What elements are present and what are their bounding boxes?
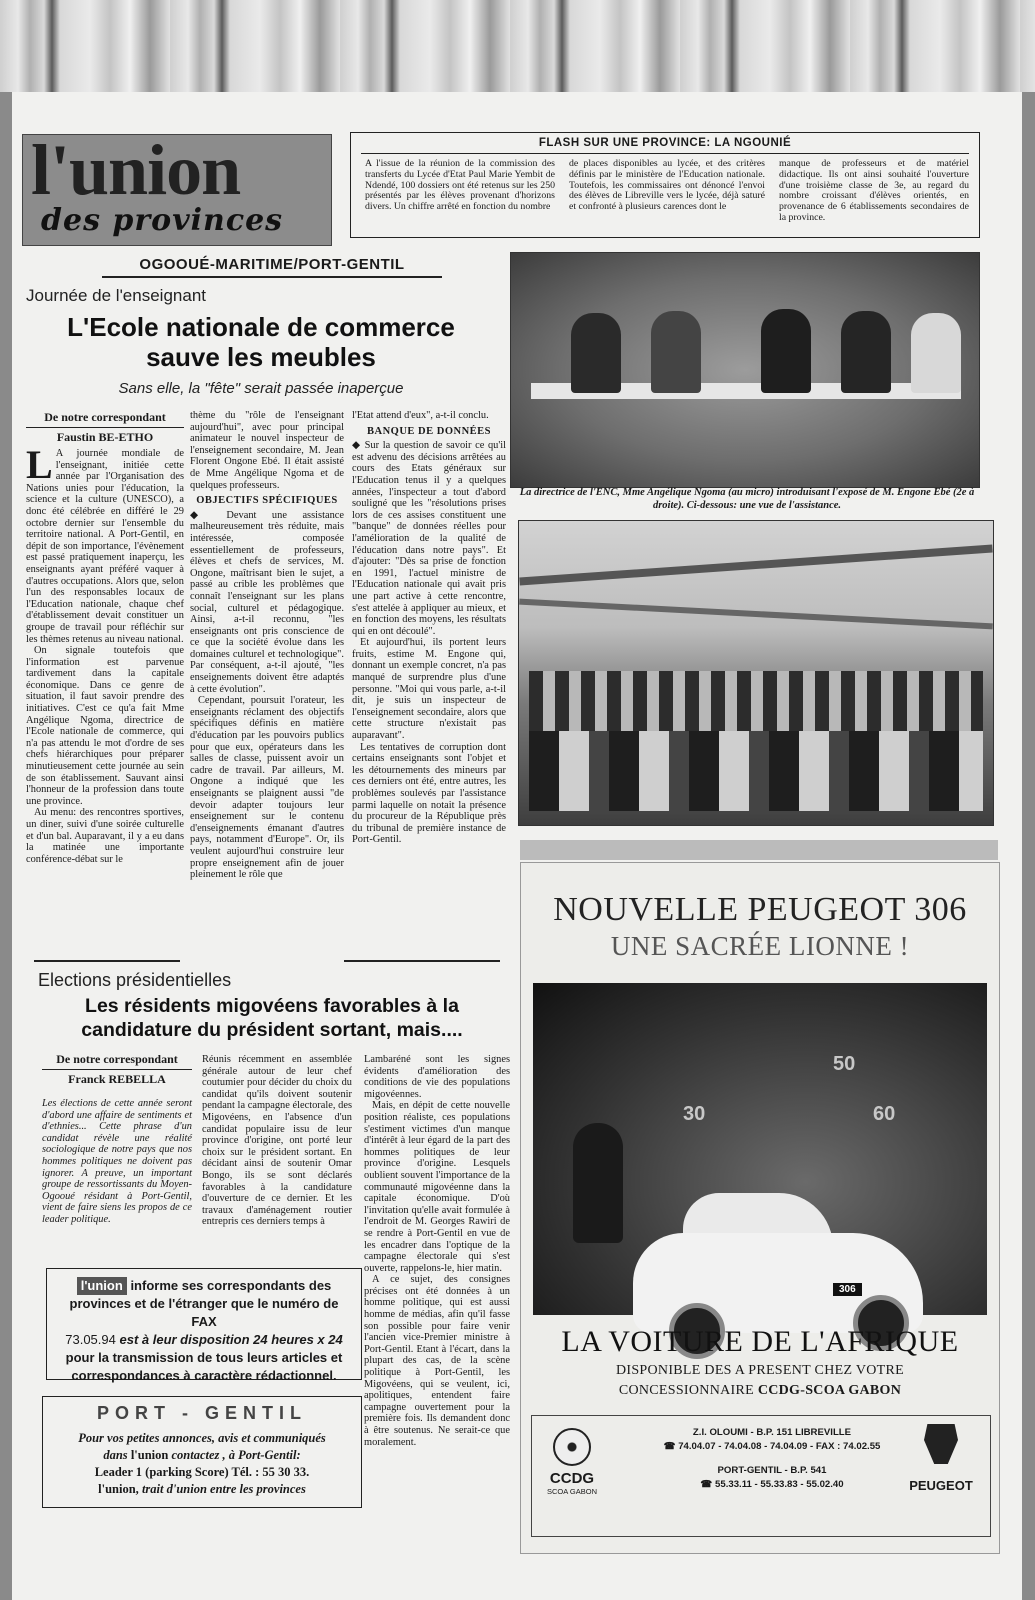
- ad-photo: [533, 983, 987, 1315]
- fax-number: 73.05.94: [65, 1332, 116, 1347]
- fax-line: correspondances à caractère rédactionnel.: [71, 1368, 337, 1383]
- masthead-title: l'union: [31, 134, 241, 210]
- peugeot-logo: [900, 1424, 982, 1493]
- port-gentil-box: [42, 1396, 362, 1508]
- photo-panel-speakers: [510, 252, 980, 488]
- fax-line: informe ses correspondants des: [130, 1278, 332, 1293]
- ad-availability: DISPONIBLE DES A PRESENT CHEZ VOTRE: [615, 1363, 905, 1378]
- ccdg-sub: SCOA GABON: [546, 1487, 597, 1496]
- scan-background-strip: [0, 0, 1035, 92]
- article1-col3-p2: Et aujourd'hui, ils portent leurs fruits, estime M. Engone qui, donnant un exemple concret, n'a pas manqué de surprendre plus d'une personne. "Moi qui vous parle, a-t-il dit, je suis un inspecteur de l'enseignement secondaire, alors que cette structure n'existait pas auparavant".: [352, 637, 506, 742]
- ad-dealer: [521, 1383, 999, 1399]
- compass-icon: [553, 1428, 591, 1466]
- byline-label: De notre correspondant: [44, 410, 166, 424]
- article1-col2-p1: ◆ Devant une assistance malheureusement très réduite, mais intéressée, composée essentiellement de professeurs, élèves et chefs de services, M. Ongone, maîtrisant bien le sujet, a passé au crible les problèmes que connaît l'enseignant sur les plans social, culturel et pédagogique. Ainsi, a-t-il reconnu, "les enseignants ont pris conscience de ce que la société évolue dans les domaines culturel et technologique". Par conséquent, a-t-il ajouté, "les enseignements doivent être adaptés à cette évolution".: [190, 509, 344, 695]
- article1-col1-p2: On signale toutefois que l'information est parvenue tardivement dans la capitale économique. Dans ce genre de situation, il faut savoir prendre des initiatives. C'est ce qu'a fait Mme Angélique Ngoma, directrice de l'Ecole nationale de commerce, qui n'a pas attendu le mot d'ordre de ses chefs hiérarchiques pour préparer minutieusement cette journée au sein de son établissement. Sauvant ainsi l'honneur de la profession dans toute une province.: [26, 645, 184, 807]
- section-label: OGOOUÉ-MARITIME/PORT-GENTIL: [139, 256, 405, 273]
- speed-marking: 30: [683, 1103, 706, 1125]
- article1-headline: [26, 312, 496, 372]
- article2-headline: [32, 994, 512, 1042]
- article1-col2-p2: Cependant, poursuit l'orateur, les enseignants réclament des objectifs spécifiques définis en matière d'éducation par les pouvoirs publics pour que eux, opérateurs dans les salles de classe, puissent avoir un cadre de travail. Par ailleurs, M. Ongone a indiqué que les enseignants se plaignent aussi "de devoir adapter toujours leur enseignement sur le contenu d'enseignements émanant d'autres pays, notamment d'Europe". Or, ils veulent aujourd'hui construire leur propre enseignement afin de jouer pleinement le rôle que: [190, 695, 344, 881]
- masthead: [22, 134, 332, 246]
- peugeot-ad: [520, 862, 1000, 1554]
- person-shape: [841, 311, 891, 393]
- pg-brand: l'union: [130, 1448, 169, 1462]
- contact-line: Z.I. OLOUMI - B.P. 151 LIBREVILLE: [692, 1427, 852, 1438]
- flash-divider: [361, 153, 969, 154]
- byline-label: De notre correspondant: [56, 1052, 178, 1066]
- contact-line: ☎ 74.04.07 - 74.04.08 - 74.04.09 - FAX : 74.02.55: [663, 1441, 881, 1452]
- article2-col-2: Réunis récemment en assemblée générale autour de leur chef coutumier pour décider du choix du candidat qu'ils doivent soutenir pendant la campagne électorale, des Migovéens, en l'absence d'un candidat populaire issu de leur province d'origine, ont porté leur choix sur le président sortant. En décidant ainsi de soutenir Omar Bongo, ils se sont déclarés favorables à la candidature d'ouverture de ce dernier. Et les travaux d'aménagement routier entrepris ces derniers temps à: [202, 1054, 352, 1228]
- article2-headline-line2: candidature du président sortant, mais....: [81, 1019, 463, 1041]
- car-badge: 306: [833, 1283, 862, 1296]
- section-rule: [102, 276, 442, 278]
- contact-line: PORT-GENTIL - B.P. 541: [717, 1465, 827, 1476]
- fax-notice-text: [57, 1277, 351, 1385]
- article2-col-3: [364, 1054, 510, 1502]
- article1-col1-p3: Au menu: des rencontres sportives, un diner, suivi d'une soirée culturelle et d'un bal. Auparavant, il y a eu dans la matinée une importante conférence-débat sur le: [26, 807, 184, 865]
- pg-line: [43, 1481, 361, 1498]
- union-chip: l'union: [77, 1277, 127, 1295]
- ad-dealer-name: CCDG-SCOA GABON: [757, 1383, 902, 1398]
- byline-rule: [42, 1069, 192, 1070]
- pg-body: [43, 1430, 361, 1498]
- article1-col3-p1: ◆ Sur la question de savoir ce qu'il est advenu des décisions arrêtées au cours des Etats généraux sur l'Education tenus il y a quelques années, l'inspecteur a tout d'abord souligné que les "résolutions prises lors de ces assises constituent une "banque" de données réelles pour l'amélioration de la qualité de l'éducation dans notre pays". Et d'ajouter: "Dès sa prise de fonction en 1991, l'actuel ministre de l'Education nationale qui avait pris une part active à cette rencontre, s'est attelée à appliquer au mieux, et en fonction des moyens, les résultats qui en ont découlé".: [352, 440, 506, 637]
- pg-title: PORT - GENTIL: [97, 1403, 307, 1423]
- ad-footer: [531, 1415, 991, 1537]
- drop-cap: L: [26, 448, 53, 487]
- ad-tagline: LA VOITURE DE L'AFRIQUE: [561, 1325, 959, 1358]
- article2-headline-line1: Les résidents migovéens favorables à la: [85, 995, 459, 1017]
- ad-top-band: [520, 840, 998, 860]
- audience-rows: [529, 671, 983, 731]
- byline-name: Franck REBELLA: [68, 1072, 166, 1086]
- contact-line: ☎ 55.33.11 - 55.33.83 - 55.02.40: [700, 1479, 844, 1490]
- article1-col2-intro: thème du "rôle de l'enseignant aujourd'hui", avec pour principal animateur le nouvel inspecteur de l'enseignement secondaire, M. Jean Florent Ongone Ebé. Il était assisté de Mme Angélique Ngoma et de quelques professeurs.: [190, 410, 344, 491]
- person-shape: [761, 309, 811, 393]
- ccdg-logo: [542, 1428, 602, 1496]
- pg-text: dans: [103, 1448, 128, 1462]
- article1-col3-intro: l'Etat attend d'eux", a-t-il conclu.: [352, 410, 489, 421]
- ad-dealer-label: CONCESSIONNAIRE: [618, 1383, 754, 1398]
- flash-box: [350, 132, 980, 238]
- pg-text: contactez , à Port-Gentil:: [171, 1448, 301, 1462]
- photo-caption: La directrice de l'ENC, Mme Angélique Ngoma (au micro) introduisant l'exposé de M. Engone Ebé (2e à droite). Ci-dessous: une vue de l'assistance.: [519, 487, 975, 511]
- article1-byline: [26, 410, 184, 445]
- person-shape: [571, 313, 621, 393]
- article2-kicker: Elections présidentielles: [38, 970, 232, 990]
- roof-beam: [519, 599, 993, 630]
- roof-beam: [519, 544, 992, 585]
- newspaper-page: [12, 92, 1022, 1600]
- fax-line: est à leur disposition 24 heures x 24: [119, 1332, 343, 1347]
- byline-name: Faustin BE-ETHO: [56, 430, 154, 444]
- pg-line: Pour vos petites annonces, avis et communiqués: [78, 1431, 326, 1445]
- article1-col3-p3: Les tentatives de corruption dont certains enseignants sont l'objet et les détournements des mineurs par ces derniers ont été, entre autres, les problèmes soulevés par l'assistance parmi laquelle on notait la présence du procureur de la République près du tribunal de première instance de Port-Gentil.: [352, 741, 506, 846]
- article2-byline: [42, 1052, 192, 1087]
- ad-title: NOUVELLE PEUGEOT 306: [553, 891, 967, 928]
- pg-line: Leader 1 (parking Score) Tél. : 55 30 33.: [94, 1465, 310, 1479]
- article2-col3-p1: Lambaréné sont les signes évidents d'amélioration des conditions de vie des populations migovéennes.: [364, 1054, 510, 1100]
- article1-col-2: [190, 410, 344, 1040]
- audience-front-row: [529, 731, 983, 811]
- flash-col-1: A l'issue de la réunion de la commission des transferts du Lycée d'Etat Paul Marie Yembit de Ndendé, 100 dossiers ont été retenus sur les 250 présentés par les élèves provenant d'horizons divers. Un chiffre arrêté en fonction du nombre: [365, 158, 555, 213]
- flash-col-3: manque de professeurs et de matériel didactique. Ils ont ainsi souhaité l'ouverture d'une troisième classe de 3e, au regard du nombre croissant d'élèves orientés, en provenance de 6 établissements secondaires de la province.: [779, 158, 969, 223]
- subhead-objectifs: OBJECTIFS SPÉCIFIQUES: [196, 495, 338, 507]
- flash-col-2: de places disponibles au lycée, et des critères définis par le ministère de l'Education nationale. Toutefois, les commissaires ont dénoncé l'envoi des élèves de Libreville vers le lycée, déjà saturé et confronté à plusieurs carences dont le: [569, 158, 765, 213]
- article1-col-3: [352, 410, 506, 1040]
- article2-col3-p3: A ce sujet, des consignes précises ont été données à un homme politique, qui est aussi homme de médias, afin qu'il fasse son possible pour faire venir l'ancien vice-Premier ministre à Port-Gentil. Etant à l'écart, dans la plupart des cas, de la scène politique à Port-Gentil, les Migovéens, qui se veulent, ici, apolitiques, entendent faire campagne ouvertement pour la première fois. Ils demandent donc à être soutenus. Ne serait-ce que moralement.: [364, 1274, 510, 1448]
- person-silhouette: [573, 1123, 623, 1243]
- article2-col-1: Les élections de cette année seront d'abord une affaire de sentiments et d'ethnies... Cette phrase d'un candidat révèle une réalité sociologique de notre pays que nos hommes politiques ne doivent pas ignorer. A preuve, un important groupe de ressortissants du Moyen-Ogooué résidant à Port-Gentil, vient de faire siens les propos de ce leader politique.: [42, 1098, 192, 1225]
- photo-panel-audience: [518, 520, 994, 826]
- ad-contact: [642, 1426, 902, 1492]
- pg-text: trait d'union entre les provinces: [141, 1482, 306, 1496]
- article1-headline-line2: sauve les meubles: [146, 342, 376, 372]
- speed-marking: 60: [873, 1103, 896, 1125]
- article1-kicker: Journée de l'enseignant: [26, 286, 206, 305]
- byline-rule: [26, 427, 184, 428]
- person-shape: [911, 313, 961, 393]
- lion-icon: [924, 1424, 958, 1464]
- article1-col-1: [26, 448, 184, 1038]
- flash-title: FLASH SUR UNE PROVINCE: LA NGOUNIÉ: [538, 137, 792, 149]
- article1-headline-line1: L'Ecole nationale de commerce: [67, 312, 455, 342]
- fax-notice-box: [46, 1268, 362, 1383]
- subhead-banque: BANQUE DE DONNÉES: [366, 425, 492, 437]
- article2-rule: [344, 960, 500, 962]
- article1-col1-p1: A journée mondiale de l'enseignant, initiée cette année par l'Organisation des Nations unies pour l'éducation, la science et la culture (UNESCO), a donc été célébrée en différé le 29 octobre dernier sur l'ensemble du territoire national. A Port-Gentil, en dépit de son importance, l'évènement est passé pratiquement inaperçu, les enseignants ayant préféré vaquer à d'autres occupations. Alors que, selon l'un des responsables locaux de l'Education nationale, chaque chef d'établissement devait constituer un groupe de travail pour réfléchir sur les thèmes retenus au niveau national.: [26, 448, 184, 645]
- person-shape: [651, 311, 701, 393]
- pg-line: [43, 1447, 361, 1464]
- peugeot-brand: PEUGEOT: [909, 1478, 973, 1493]
- article2-rule: [34, 960, 180, 962]
- fax-line: provinces et de l'étranger que le numéro de FAX: [69, 1296, 339, 1329]
- pg-brand: l'union,: [98, 1482, 139, 1496]
- speed-marking: 50: [833, 1053, 856, 1075]
- article2-col3-p2: Mais, en dépit de cette nouvelle position réaliste, ces populations s'estiment victimes d'un manque d'intérêt à leur égard de la part des hommes politiques de leur province d'origine. Lesquels oublient souvent l'importance de la communauté migovéenne dans la capitale économique. D'où l'invitation qu'elle avait formulée à l'endroit de M. Georges Rawiri de se rendre à Port-Gentil en vue de les encadrer dans l'optique de la campagne électorale qui s'est ouverte, rappelons-le, hier matin.: [364, 1100, 510, 1274]
- fax-line: pour la transmission de tous leurs articles et: [65, 1350, 343, 1365]
- masthead-subtitle: des provinces: [41, 203, 284, 238]
- ad-subtitle: UNE SACRÉE LIONNE !: [610, 931, 910, 961]
- article1-deck: Sans elle, la "fête" serait passée inaperçue: [118, 380, 404, 397]
- ccdg-name: CCDG: [549, 1470, 595, 1487]
